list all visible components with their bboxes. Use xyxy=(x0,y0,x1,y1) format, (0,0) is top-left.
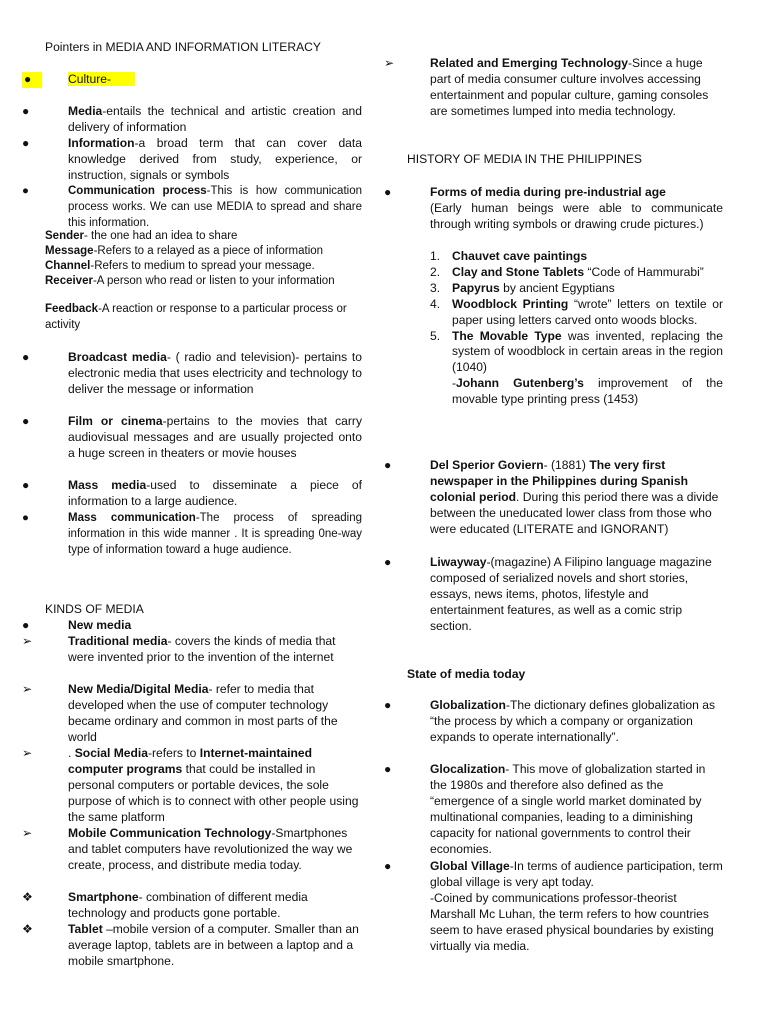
bullet-dot-icon: ● xyxy=(22,350,30,364)
social-media-item: ➢ . Social Media-refers to Internet-maintained computer programs that could be installed in personal computers or portable devices, the sole purpose of which is to connect with other people using the same platform xyxy=(22,746,359,824)
channel-line: Channel-Refers to medium to spread your message. xyxy=(45,260,315,272)
message-line: Message-Refers to a relayed as a piece of information xyxy=(45,245,324,257)
bullet-dot-icon: ● xyxy=(384,555,392,569)
digital-media-item: ➢ New Media/Digital Media- refer to media that developed when the use of computer technology became ordinary and common in most parts of the world xyxy=(22,682,338,744)
arrow-bullet-icon: ➢ xyxy=(22,682,33,696)
bullet-dot-icon: ● xyxy=(384,698,392,712)
glocalization-item: ● Glocalization- This move of globalization started in the 1980s and therefore also defined as the “emergence of a single world market dominated by multinational companies, leading to a diminishing capacity for national governments to control their economies. xyxy=(384,762,706,856)
bullet-dot-icon: ● xyxy=(22,414,30,428)
bullet-dot-icon: ● xyxy=(22,512,29,524)
mass-communication-item: ● Mass communication-The process of spreading information in this wide manner . It is spreading 0ne-way type of information toward a huge audience. xyxy=(22,512,362,556)
culture-item: ● Culture- xyxy=(45,72,135,88)
bullet-dot-icon: ● xyxy=(22,618,30,632)
globalization-item: ● Globalization-The dictionary defines globalization as “the process by which a company or organization expands to operate internationally”. xyxy=(384,698,716,744)
forms-of-media-item: ● Forms of media during pre-industrial age (Early human beings were able to communicate through writing symbols or drawing crude pictures.) xyxy=(384,185,723,231)
list-item: 3. Papyrus by ancient Egyptians xyxy=(430,280,615,295)
information-item: ● Information-a broad term that can cover data knowledge derived from study, experience, or instruction, signals or symbols xyxy=(22,136,362,182)
arrow-bullet-icon: ➢ xyxy=(384,56,395,70)
mobile-communication-item: ➢ Mobile Communication Technology-Smartphones and tablet computers have revolutionized the way we create, process, and distribute media today. xyxy=(22,826,353,872)
arrow-bullet-icon: ➢ xyxy=(22,826,33,840)
del-sperior-goviern-item: ● Del Sperior Goviern- (1881) The very first newspaper in the Philippines during Spanish colonial period. During this period there was a divide between the uneducated lower class from those who were educated (LITERATE and IGNORANT) xyxy=(384,458,719,536)
receiver-line: Receiver-A person who read or listen to your information xyxy=(45,275,335,287)
bullet-dot-icon: ● xyxy=(384,859,392,873)
bullet-dot-icon: ● xyxy=(22,478,30,492)
bullet-dot-icon: ● xyxy=(384,185,392,199)
new-media-item: ● New media xyxy=(22,618,132,632)
bullet-dot-icon: ● xyxy=(384,458,392,472)
bullet-dot-icon: ● xyxy=(22,72,42,88)
bullet-dot-icon: ● xyxy=(22,185,29,197)
state-of-media-heading: State of media today xyxy=(407,667,526,681)
arrow-bullet-icon: ➢ xyxy=(22,746,33,760)
liwayway-item: ● Liwayway-(magazine) A Filipino language magazine composed of serialized novels and short stories, essays, news items, photos, lifestyle and entertainment features, as well as a comic strip section. xyxy=(384,555,712,633)
bullet-dot-icon: ● xyxy=(22,136,30,150)
bullet-dot-icon: ● xyxy=(384,762,392,776)
arrow-bullet-icon: ➢ xyxy=(22,634,33,648)
list-item: 2. Clay and Stone Tablets “Code of Hammurabi” xyxy=(430,264,704,279)
media-item: ● Media-entails the technical and artistic creation and delivery of information xyxy=(22,104,362,134)
smartphone-item: ❖ Smartphone- combination of different media technology and products gone portable. xyxy=(22,890,308,920)
mass-media-item: ● Mass media-used to disseminate a piece of information to a large audience. xyxy=(22,478,362,508)
diamond-bullet-icon: ❖ xyxy=(22,890,33,904)
traditional-media-item: ➢ Traditional media- covers the kinds of media that were invented prior to the invention of the internet xyxy=(22,634,336,664)
kinds-of-media-heading: KINDS OF MEDIA xyxy=(45,602,144,616)
film-cinema-item: ● Film or cinema-pertains to the movies that carry audiovisual messages and are usually projected onto a huge screen in theaters or movie houses xyxy=(22,414,362,460)
bullet-dot-icon: ● xyxy=(22,104,30,118)
list-item: 5. The Movable Type was invented, replacing the system of woodblock in certain areas in the region (1040) xyxy=(430,328,724,375)
sender-line: Sender- the one had an idea to share xyxy=(45,230,238,242)
gutenberg-note: -Johann Gutenberg’s improvement of the movable type printing press (1453) xyxy=(452,376,723,407)
tablet-item: ❖ Tablet –mobile version of a computer. Smaller than an average laptop, tablets are in between a laptop and a mobile smartphone. xyxy=(22,922,359,968)
diamond-bullet-icon: ❖ xyxy=(22,922,33,936)
related-technology-item: ➢ Related and Emerging Technology-Since a huge part of media consumer culture involves accessing entertainment and popular culture, gaming consoles are sometimes lumped into media technology. xyxy=(384,56,709,118)
global-village-item: ● Global Village-In terms of audience participation, term global village is very apt today. -Coined by communications professor-theorist Marshall Mc Luhan, the term refers to how countries seem to have erased physical boundaries by existing virtually via media. xyxy=(384,859,723,953)
history-heading: HISTORY OF MEDIA IN THE PHILIPPINES xyxy=(407,152,642,166)
feedback-line: Feedback-A reaction or response to a particular process or activity xyxy=(45,303,347,331)
communication-process-item: ● Communication process-This is how communication process works. We can use MEDIA to spread and share this information. xyxy=(22,185,362,229)
list-item: 4. Woodblock Printing “wrote” letters on textile or paper using letters carved onto woods blocks. xyxy=(430,296,723,327)
list-item: 1. Chauvet cave paintings xyxy=(430,249,588,263)
broadcast-media-item: ● Broadcast media- ( radio and television)- pertains to electronic media that uses electricity and technology to deliver the message or information xyxy=(22,350,362,396)
pre-industrial-list xyxy=(430,249,724,408)
document-title: Pointers in MEDIA AND INFORMATION LITERACY xyxy=(45,40,321,54)
